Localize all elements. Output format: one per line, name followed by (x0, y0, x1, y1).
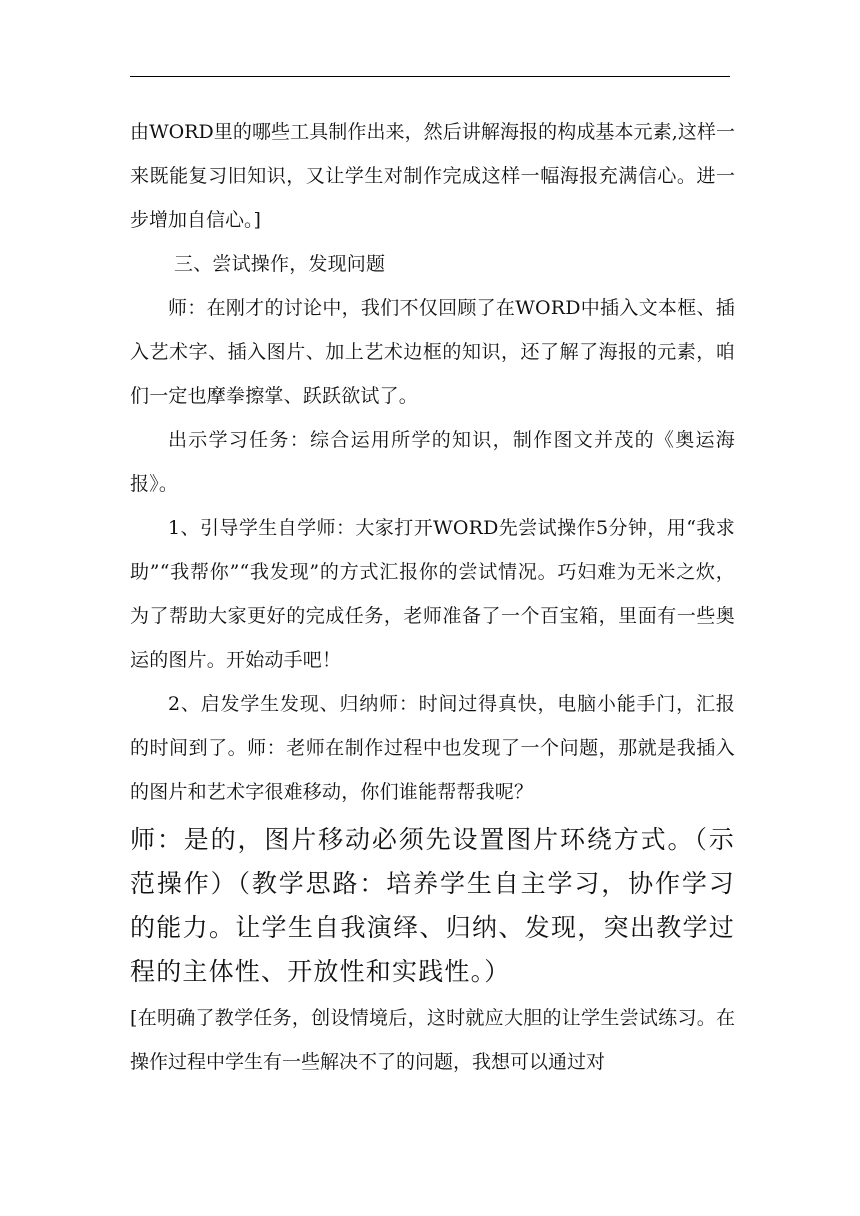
paragraph-teacher-demo: 师：是的，图片移动必须先设置图片环绕方式。（示范操作）（教学思路：培养学生自主学习，协作学习的能力。让学生自我演绎、归纳、发现，突出教学过程的主体性、开放性和实践性。） (130, 825, 735, 986)
paragraph-learning-task: 出示学习任务：综合运用所学的知识，制作图文并茂的《奥运海报》。 (130, 429, 735, 495)
section-heading-3: 三、尝试操作，发现问题 (174, 253, 386, 275)
paragraph-teacher-review: 师：在刚才的讨论中，我们不仅回顾了在WORD中插入文本框、插入艺术字、插入图片、加上艺术边框的知识，还了解了海报的元素，咱们一定也摩拳擦掌、跃跃欲试了。 (130, 297, 735, 407)
header-rule (130, 76, 730, 77)
paragraph-intro-continuation: 由WORD里的哪些工具制作出来，然后讲解海报的构成基本元素,这样一来既能复习旧知识，又让学生对制作完成这样一幅海报充满信心。进一步增加自信心。] (130, 121, 735, 231)
paragraph-discovery: 2、启发学生发现、归纳师：时间过得真快，电脑小能手门，汇报的时间到了。师：老师在制作过程中也发现了一个问题，那就是我插入的图片和艺术字很难移动，你们谁能帮帮我呢？ (130, 693, 735, 803)
paragraph-self-study: 1、引导学生自学师：大家打开WORD先尝试操作5分钟，用“我求助”“我帮你”“我发现”的方式汇报你的尝试情况。巧妇难为无米之炊，为了帮助大家更好的完成任务，老师准备了一个百宝箱，里面有一些奥运的图片。开始动手吧！ (130, 517, 735, 671)
document-body (130, 110, 735, 1084)
paragraph-practice: [在明确了教学任务，创设情境后，这时就应大胆的让学生尝试练习。在操作过程中学生有一些解决不了的问题，我想可以通过对 (130, 1007, 735, 1073)
